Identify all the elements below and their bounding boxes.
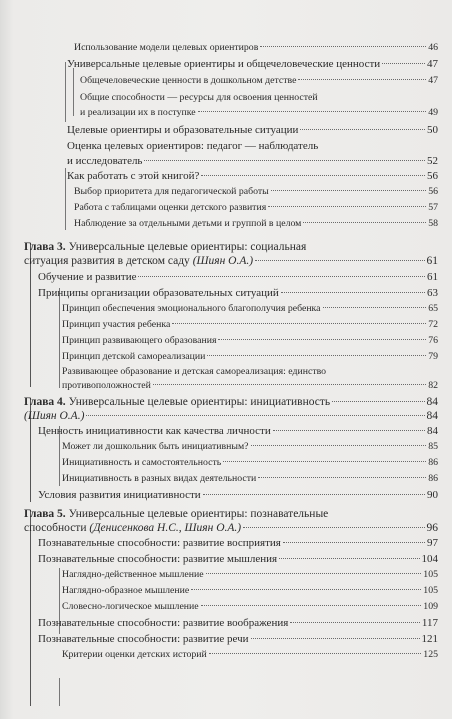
toc-entry-title: Принципы организации образовательных ситуаций (38, 287, 279, 299)
toc-entry-page: 105 (423, 569, 438, 580)
toc-entry-page: 86 (428, 457, 438, 468)
toc-entry-title: Познавательные способности: развитие восприятия (38, 537, 281, 549)
chapter-number: Глава 4. (24, 396, 66, 408)
toc-entry[interactable] (62, 441, 438, 453)
toc-entry-title: Инициативность в разных видах деятельности (62, 473, 257, 484)
toc-entry-page: 63 (427, 287, 438, 299)
toc-entry[interactable] (38, 489, 438, 502)
toc-entry[interactable] (67, 124, 438, 137)
toc-entry[interactable] (38, 633, 438, 646)
toc-entry-page: 61 (427, 271, 438, 283)
toc-bar (59, 678, 60, 706)
toc-entry[interactable] (62, 319, 438, 331)
toc-entry-title: Критерии оценки детских историй (62, 649, 207, 660)
toc-entry-page: 50 (427, 124, 438, 136)
toc-chapter[interactable] (24, 507, 438, 535)
toc-entry[interactable] (74, 202, 438, 214)
toc-entry-title: Общечеловеческие ценности в дошкольном детстве (80, 75, 297, 86)
toc-bar (65, 168, 66, 230)
toc-entry-title: Работа с таблицами оценки детского развития (74, 202, 267, 213)
toc-entry[interactable] (38, 553, 438, 566)
toc-entry-page: 76 (428, 335, 438, 346)
chapter-number: Глава 5. (24, 508, 66, 520)
toc-entry-title: Принцип обеспечения эмоционального благополучия ребенка (62, 303, 321, 314)
toc-entry-page: 85 (428, 441, 438, 452)
toc-entry-page: 57 (428, 202, 438, 213)
toc-entry-title: Принцип развивающего образования (62, 335, 217, 346)
chapter-author: (Шиян О.А.) (192, 255, 254, 267)
toc-bar (65, 62, 66, 122)
toc-entry-title: ситуация развития в детском саду (24, 255, 190, 267)
toc-entry-page: 109 (423, 601, 438, 612)
toc-entry-page: 121 (421, 633, 438, 645)
toc-entry[interactable] (67, 170, 438, 183)
toc-entry-page: 84 (427, 425, 438, 437)
toc-entry-page: 125 (423, 649, 438, 660)
toc-entry[interactable] (38, 271, 438, 284)
chapter-author: (Шиян О.А.) (24, 410, 85, 422)
toc-entry[interactable] (38, 425, 438, 438)
toc-entry-page: 82 (428, 380, 438, 391)
toc-bar (73, 68, 74, 116)
toc-entry[interactable] (62, 601, 438, 613)
toc-entry-title: Познавательные способности: развитие воображения (38, 617, 289, 629)
toc-entry[interactable] (67, 140, 438, 168)
toc-entry[interactable] (62, 335, 438, 347)
toc-bar (30, 510, 31, 706)
toc-entry-title: и реализации их в поступке (80, 107, 196, 118)
toc-bar (59, 288, 60, 388)
toc-entry-title: Выбор приоритета для педагогической работы (74, 186, 269, 197)
toc-entry-title-line: Оценка целевых ориентиров: педагог — наблюдатель (67, 140, 319, 152)
toc-entry-page: 90 (427, 489, 438, 501)
toc-entry[interactable] (62, 351, 438, 363)
toc-entry[interactable] (74, 42, 438, 54)
toc-chapter[interactable] (24, 395, 438, 423)
toc-chapter[interactable] (24, 240, 438, 268)
toc-entry-page: 86 (428, 473, 438, 484)
toc-entry-page: 61 (426, 255, 438, 267)
toc-entry[interactable] (62, 473, 438, 485)
toc-entry[interactable] (62, 366, 438, 392)
toc-entry-title: Обучение и развитие (38, 271, 137, 283)
toc-entry-page: 49 (428, 107, 438, 118)
toc-entry-title: Целевые ориентиры и образовательные ситуации (67, 124, 299, 136)
toc-entry-page: 56 (427, 170, 438, 182)
toc-entry[interactable] (38, 287, 438, 300)
toc-entry-title: Ценность инициативности как качества личности (38, 425, 271, 437)
toc-entry[interactable] (67, 58, 438, 71)
toc-entry-page: 46 (428, 42, 438, 53)
toc-entry-page: 47 (427, 58, 438, 70)
toc-entry-page: 97 (427, 537, 438, 549)
toc-entry-title: Универсальные целевые ориентиры и общечеловеческие ценности (67, 58, 381, 70)
toc-entry[interactable] (74, 186, 438, 198)
toc-entry-title: и исследователь (67, 155, 143, 167)
toc-entry-page: 58 (428, 218, 438, 229)
toc-entry-title: Инициативность и самостоятельность (62, 457, 222, 468)
toc-entry-title-line: Общие способности — ресурсы для освоения ценностей (80, 92, 318, 103)
toc-entry-title: Принцип детской самореализации (62, 351, 206, 362)
chapter-number: Глава 3. (24, 241, 66, 253)
toc-entry-page: 96 (426, 522, 438, 534)
toc-entry-title-line: Универсальные целевые ориентиры: инициативность (68, 396, 331, 408)
toc-entry-page: 84 (426, 396, 438, 408)
toc-entry-title: противоположностей (62, 380, 151, 391)
toc-entry-title: Использование модели целевых ориентиров (74, 42, 259, 53)
toc-entry[interactable] (80, 92, 438, 119)
toc-entry[interactable] (74, 218, 438, 230)
chapter-author: (Денисенкова Н.С., Шиян О.А.) (89, 522, 242, 534)
toc-entry-title: Познавательные способности: развитие мышления (38, 553, 278, 565)
toc-entry-title: Принцип участия ребенка (62, 319, 171, 330)
toc-entry[interactable] (62, 569, 438, 581)
toc-entry[interactable] (38, 537, 438, 550)
toc-entry[interactable] (38, 617, 438, 630)
toc-entry-title: Познавательные способности: развитие речи (38, 633, 249, 645)
toc-entry-page: 84 (426, 410, 438, 422)
toc-entry-page: 47 (428, 75, 438, 86)
toc-entry-page: 56 (428, 186, 438, 197)
toc-entry-title: Наглядно-действенное мышление (62, 569, 204, 580)
toc-entry[interactable] (62, 303, 438, 315)
toc-entry-page: 117 (421, 617, 438, 629)
toc-entry-page: 65 (428, 303, 438, 314)
toc-entry-page: 72 (428, 319, 438, 330)
toc-entry[interactable] (80, 75, 438, 87)
toc-entry-title: Наглядно-образное мышление (62, 585, 190, 596)
toc-entry-title-line: Развивающее образование и детская самореализация: единство (62, 366, 327, 377)
toc-entry[interactable] (62, 649, 438, 661)
toc-entry-title: Может ли дошкольник быть инициативным? (62, 441, 249, 452)
toc-entry[interactable] (62, 457, 438, 469)
toc-entry-title: Словесно-логическое мышление (62, 601, 199, 612)
toc-entry-page: 104 (421, 553, 438, 565)
toc-entry-title-line: Универсальные целевые ориентиры: познавательные (68, 508, 329, 520)
toc-entry-title-line: Универсальные целевые ориентиры: социальная (68, 241, 307, 253)
toc-entry-title: Как работать с этой книгой? (67, 170, 200, 182)
toc-entry-title: Условия развития инициативности (38, 489, 201, 501)
toc-entry-page: 79 (428, 351, 438, 362)
toc-entry[interactable] (62, 585, 438, 597)
toc-entry-page: 52 (427, 155, 438, 167)
toc-entry-page: 105 (423, 585, 438, 596)
toc-entry-title: Наблюдение за отдельными детьми и группой в целом (74, 218, 302, 229)
toc-entry-title: способности (24, 522, 87, 534)
